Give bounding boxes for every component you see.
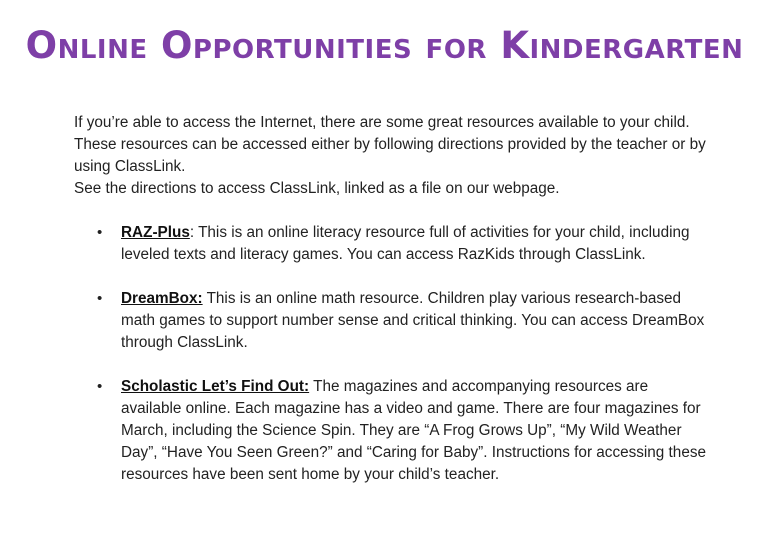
resource-name-link[interactable]: Scholastic Let’s Find Out: (121, 378, 310, 395)
resource-name-link[interactable]: RAZ-Plus (121, 224, 190, 241)
intro-paragraph: If you’re able to access the Internet, there are some great resources available to your child. These resources can be accessed either by following directions provided by the teacher or by using ClassLink. (74, 114, 706, 175)
page-title: Online Opportunities for Kindergarten (25, 24, 744, 67)
resource-list (91, 222, 711, 508)
resource-name-link[interactable]: DreamBox: (121, 290, 203, 307)
list-item (91, 288, 711, 354)
bullet-icon: • (97, 224, 103, 241)
resource-description: This is an online literacy resource full of activities for your child, including leveled texts and literacy games. You can access RazKids through ClassLink. (121, 224, 690, 263)
bullet-icon: • (97, 290, 103, 307)
list-item (91, 222, 711, 266)
bullet-icon: • (97, 378, 103, 395)
list-item (91, 376, 711, 486)
intro-classlink-note: See the directions to access ClassLink, linked as a file on our webpage. (74, 180, 560, 197)
resource-description: This is an online math resource. Children play various research-based math games to support number sense and critical thinking. You can access DreamBox through ClassLink. (121, 290, 705, 351)
resource-description: The magazines and accompanying resources are available online. Each magazine has a video and game. There are four magazines for March, including the Science Spin. They are “A Frog Grows Up”, “My Wild Weather Day”, “Have You Seen Green?” and “Caring for Baby”. Instructions for accessing these resources have been sent home by your child’s teacher. (121, 378, 706, 483)
resource-name-suffix: : (189, 224, 195, 241)
intro-section (74, 112, 724, 200)
